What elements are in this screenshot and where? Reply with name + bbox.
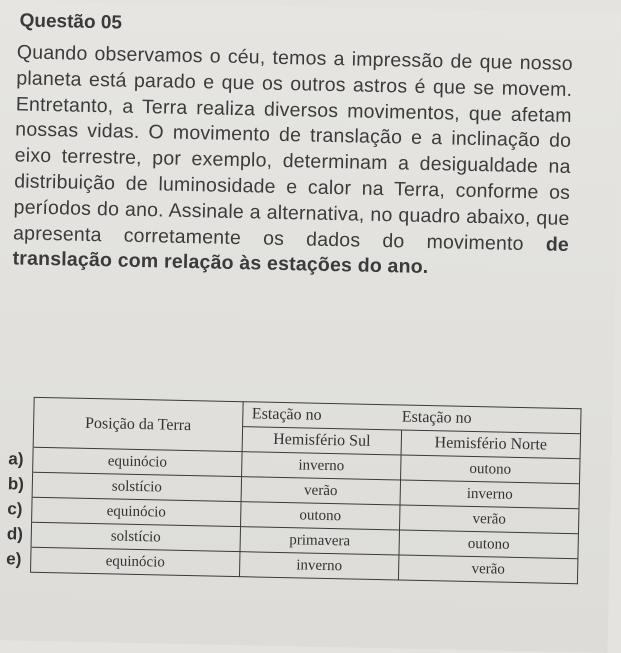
header-south: Hemisfério Sul bbox=[242, 427, 401, 455]
option-letter: d) bbox=[7, 522, 32, 548]
cell-south: verão bbox=[241, 477, 400, 505]
option-letter: b) bbox=[8, 472, 33, 498]
header-spacer bbox=[9, 397, 35, 448]
cell-south: primavera bbox=[240, 527, 399, 555]
question-body-end: de translação com relação às estações do ano. bbox=[12, 233, 570, 279]
cell-position: solstício bbox=[32, 472, 241, 501]
cell-south: outono bbox=[241, 502, 400, 530]
table-body bbox=[6, 447, 580, 584]
header-season-right: Estação no bbox=[401, 408, 472, 427]
cell-position: solstício bbox=[31, 522, 240, 551]
header-position: Posição da Terra bbox=[33, 397, 243, 451]
cell-north: verão bbox=[398, 555, 577, 584]
question-title: Questão 05 bbox=[19, 10, 123, 34]
header-north: Hemisfério Norte bbox=[401, 430, 580, 459]
answer-table bbox=[6, 396, 582, 584]
option-letter: c) bbox=[7, 497, 32, 523]
cell-north: inverno bbox=[400, 480, 579, 509]
cell-south: inverno bbox=[242, 452, 401, 480]
option-letter: a) bbox=[8, 447, 33, 473]
cell-position: equinócio bbox=[31, 547, 240, 576]
header-season-left: Estação no bbox=[251, 405, 322, 424]
option-letter: e) bbox=[6, 547, 31, 573]
cell-south: inverno bbox=[239, 552, 398, 580]
cell-north: outono bbox=[401, 455, 580, 484]
cell-position: equinócio bbox=[32, 497, 241, 526]
cell-north: outono bbox=[399, 530, 578, 559]
question-body: Quando observamos o céu, temos a impressão de que nosso planeta está parado e que os outros astros é que se movem. Entretanto, a Terra realiza diversos movimentos, que afetam nossas vidas. O movimento de translação e a inclinação do eixo terrestre, por exemplo, determinam a desigualdade na distribuição de luminosidade e calor na Terra, conforme os períodos do ano. Assinale a alternativa, no quadro abaixo, que apresenta corretamente os dados do movimento bbox=[12, 41, 574, 255]
cell-north: verão bbox=[399, 505, 578, 534]
cell-position: equinócio bbox=[33, 447, 242, 476]
question-text bbox=[12, 40, 573, 284]
